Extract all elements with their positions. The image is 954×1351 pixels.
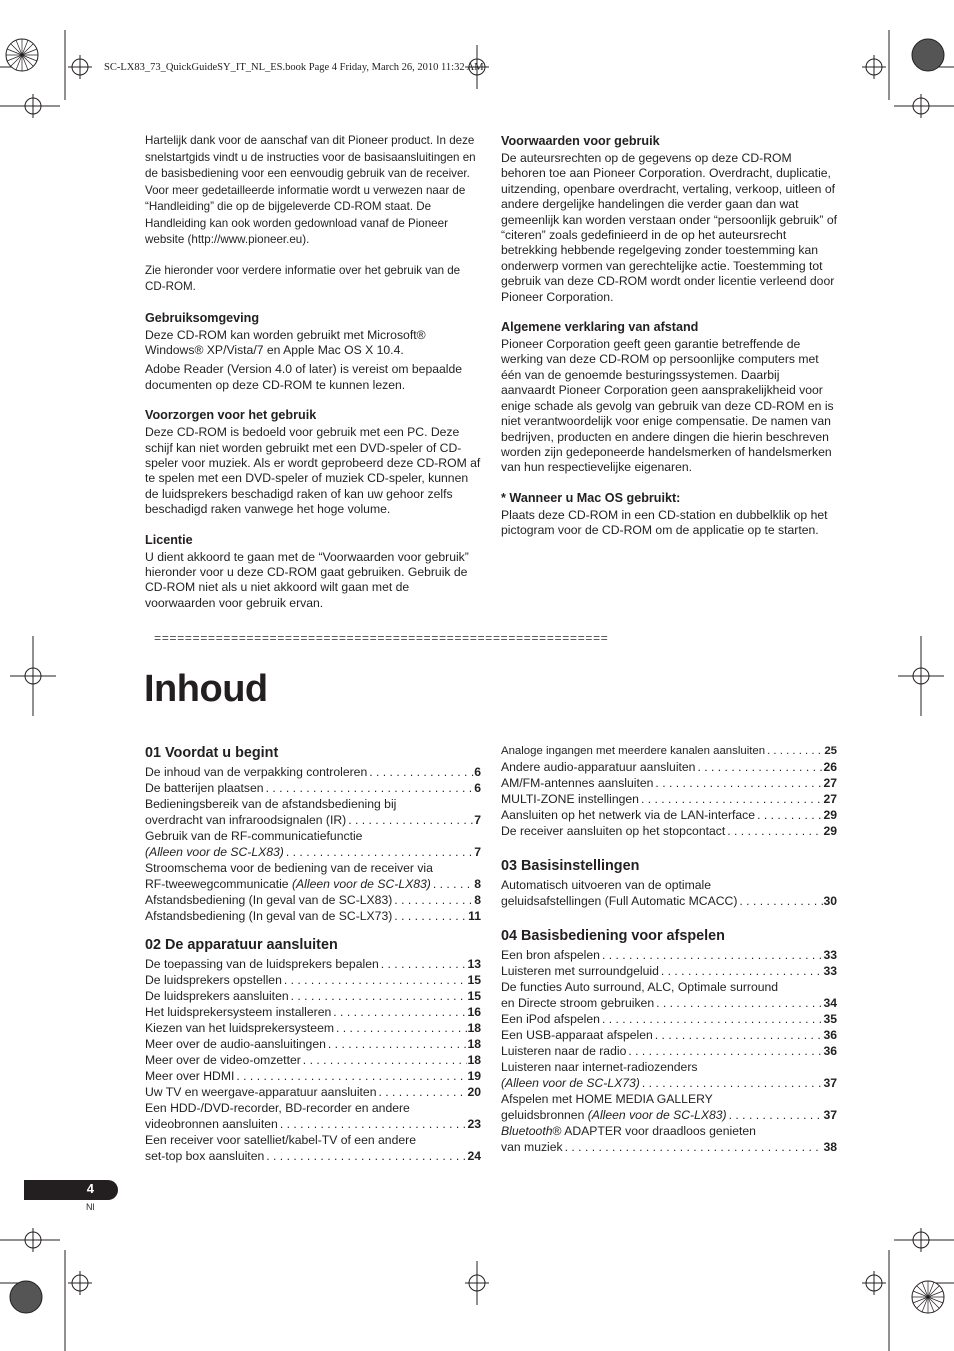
- toc-entry[interactable]: Een iPod afspelen . . . 35: [501, 1011, 837, 1027]
- language-code: Nl: [86, 1202, 95, 1212]
- section-heading: Voorwaarden voor gebruik: [501, 134, 660, 148]
- toc-right-column: [501, 743, 837, 1155]
- toc-page-number: 16: [467, 1005, 481, 1019]
- toc-page-number: 36: [823, 1028, 837, 1042]
- toc-page-number: 23: [467, 1117, 481, 1131]
- toc-entry[interactable]: overdracht van infraroodsignalen (IR) . . . 7: [145, 812, 481, 828]
- toc-entry[interactable]: De luidsprekers aansluiten . . . 15: [145, 988, 481, 1004]
- toc-page-number: 6: [474, 781, 481, 795]
- toc-left-column: [145, 744, 481, 1164]
- toc-page-number: 19: [467, 1069, 481, 1083]
- toc-entry[interactable]: De toepassing van de luidsprekers bepalen . . . 13: [145, 956, 481, 972]
- toc-page-number: 29: [823, 808, 837, 822]
- section-heading: * Wanneer u Mac OS gebruikt:: [501, 490, 681, 505]
- toc-entry[interactable]: Meer over de video-omzetter . . . 18: [145, 1052, 481, 1068]
- toc-page-number: 15: [467, 989, 481, 1003]
- toc-page-number: 33: [823, 964, 837, 978]
- toc-entry[interactable]: Analoge ingangen met meerdere kanalen aansluiten . . . 25: [501, 743, 837, 759]
- toc-entry-line[interactable]: Afspelen met HOME MEDIA GALLERY: [501, 1092, 713, 1106]
- toc-entry[interactable]: videobronnen aansluiten . . . 23: [145, 1116, 481, 1132]
- toc-page-number: 6: [474, 765, 481, 779]
- section-paragraph: Deze CD-ROM kan worden gebruikt met Microsoft® Windows® XP/Vista/7 en Apple Mac OS X 10.4.: [145, 327, 426, 357]
- section-heading: Algemene verklaring van afstand: [501, 320, 699, 335]
- toc-entry-line[interactable]: Stroomschema voor de bediening van de receiver via: [145, 861, 433, 875]
- toc-page-number: 38: [823, 1140, 837, 1154]
- toc-page-number: 29: [823, 824, 837, 838]
- toc-page-number: 18: [467, 1037, 481, 1051]
- toc-page-number: 8: [474, 893, 481, 907]
- toc-page-number: 36: [823, 1044, 837, 1058]
- toc-entry[interactable]: Meer over de audio-aansluitingen . . . 18: [145, 1036, 481, 1052]
- toc-entry[interactable]: De luidsprekers opstellen . . . 15: [145, 972, 481, 988]
- section-paragraph: U dient akkoord te gaan met de “Voorwaarden voor gebruik” hieronder voor u deze CD-ROM gaat gebruiken. Gebruik de CD-ROM niet als u niet akkoord wilt gaan met de voorwaarden voor gebruik ervan.: [145, 549, 469, 610]
- toc-page-number: 11: [468, 909, 481, 923]
- toc-page-number: 13: [467, 957, 481, 971]
- toc-entry[interactable]: (Alleen voor de SC-LX73) . . . 37: [501, 1075, 837, 1091]
- toc-entry[interactable]: van muziek . . . 38: [501, 1139, 837, 1155]
- toc-entry[interactable]: Een USB-apparaat afspelen . . . 36: [501, 1027, 837, 1043]
- toc-entry[interactable]: Afstandsbediening (In geval van de SC-LX83) . . . 8: [145, 892, 481, 908]
- toc-page-number: 7: [474, 845, 481, 859]
- toc-entry[interactable]: De batterijen plaatsen . . . 6: [145, 780, 481, 796]
- toc-page-number: 37: [823, 1108, 837, 1122]
- toc-page-number: 20: [467, 1085, 481, 1099]
- page-number: 4: [86, 1181, 94, 1196]
- toc-chapter-heading[interactable]: 01 Voordat u begint: [145, 745, 279, 761]
- toc-entry-line[interactable]: Een receiver voor satelliet/kabel-TV of een andere: [145, 1133, 416, 1147]
- toc-page-number: 25: [824, 745, 837, 757]
- toc-entry[interactable]: Afstandsbediening (In geval van de SC-LX73) . . . 11: [145, 908, 481, 924]
- toc-entry[interactable]: AM/FM-antennes aansluiten . . . 27: [501, 775, 837, 791]
- toc-chapter-heading[interactable]: 04 Basisbediening voor afspelen: [501, 928, 725, 944]
- toc-page-number: 34: [823, 996, 837, 1010]
- toc-entry[interactable]: Luisteren met surroundgeluid . . . 33: [501, 963, 837, 979]
- toc-page-number: 8: [474, 877, 481, 891]
- toc-page-number: 18: [467, 1021, 481, 1035]
- toc-page-number: 27: [823, 776, 837, 790]
- toc-page-number: 18: [467, 1053, 481, 1067]
- toc-entry-line[interactable]: Luisteren naar internet-radiozenders: [501, 1060, 698, 1074]
- toc-entry[interactable]: Een bron afspelen . . . 33: [501, 947, 837, 963]
- toc-page-number: 33: [823, 948, 837, 962]
- toc-entry[interactable]: De inhoud van de verpakking controleren . . . 6: [145, 764, 481, 780]
- toc-entry[interactable]: Andere audio-apparatuur aansluiten . . . 26: [501, 759, 837, 775]
- section-paragraph: Deze CD-ROM is bedoeld voor gebruik met een PC. Deze schijf kan niet worden gebruikt met een DVD-speler of CD-speler voor muziek. Als er wordt geprobeerd deze CD-ROM af te spelen met een DVD-speler of muziek CD-speler, kunnen de luidsprekers beschadigd raken of kan uw gehoor zelfs beschadigd raken vanwege het hoge volume.: [145, 425, 481, 517]
- toc-entry[interactable]: (Alleen voor de SC-LX83) . . . 7: [145, 844, 481, 860]
- toc-entry[interactable]: Het luidsprekersysteem installeren . . . 16: [145, 1004, 481, 1020]
- toc-entry[interactable]: Aansluiten op het netwerk via de LAN-interface . . . 29: [501, 807, 837, 823]
- separator-line: ===========================================================: [154, 632, 609, 646]
- toc-entry-line[interactable]: Een HDD-/DVD-recorder, BD-recorder en andere: [145, 1101, 410, 1115]
- toc-page-number: 27: [823, 792, 837, 806]
- toc-entry[interactable]: Uw TV en weergave-apparatuur aansluiten . . . 20: [145, 1084, 481, 1100]
- toc-entry[interactable]: Meer over HDMI . . . 19: [145, 1068, 481, 1084]
- toc-page-number: 30: [823, 894, 837, 908]
- left-column: [145, 133, 481, 615]
- toc-entry[interactable]: MULTI-ZONE instellingen . . . 27: [501, 791, 837, 807]
- toc-entry[interactable]: De receiver aansluiten op het stopcontact . . . 29: [501, 823, 837, 839]
- toc-page-number: 35: [823, 1012, 837, 1026]
- toc-entry-line[interactable]: Bedieningsbereik van de afstandsbediening bij: [145, 797, 397, 811]
- section-paragraph: Adobe Reader (Version 4.0 of later) is vereist om bepaalde documenten op deze CD-ROM te kunnen lezen.: [145, 362, 463, 392]
- page-number-tab: [24, 1180, 118, 1200]
- print-file-header: SC-LX83_73_QuickGuideSY_IT_NL_ES.book Page 4 Friday, March 26, 2010 11:32 AM: [104, 62, 484, 73]
- toc-entry[interactable]: geluidsafstellingen (Full Automatic MCACC) . . . 30: [501, 893, 837, 909]
- toc-entry[interactable]: RF-tweewegcommunicatie (Alleen voor de SC-LX83) . . . 8: [145, 876, 481, 892]
- toc-entry[interactable]: en Directe stroom gebruiken . . . 34: [501, 995, 837, 1011]
- section-paragraph: De auteursrechten op de gegevens op deze CD-ROM behoren toe aan Pioneer Corporation. Overdracht, duplicatie, uitzending, openbare overdracht, vertaling, verkoop, uitleen of andere dergelijke handelingen die verder gaan dan wat gemeenlijk kan worden verstaan onder “persoonlijk gebruik” of “citeren” zoals gedefinieerd in de op het auteursrecht betrekking hebbende regelgeving zonder toestemming kan onderwerp vormen van gerechtelijke actie. Toestemming tot gebruik van deze CD-ROM wordt onder licentie verleend door Pioneer Corporation.: [501, 151, 838, 304]
- toc-page-number: 26: [823, 760, 837, 774]
- toc-page-number: 15: [467, 973, 481, 987]
- page-title: Inhoud: [144, 668, 268, 710]
- section-heading: Licentie: [145, 532, 193, 547]
- toc-page-number: 24: [467, 1149, 481, 1163]
- toc-entry[interactable]: Luisteren naar de radio . . . 36: [501, 1043, 837, 1059]
- toc-entry-line[interactable]: De functies Auto surround, ALC, Optimale surround: [501, 980, 779, 994]
- toc-entry-line[interactable]: Automatisch uitvoeren van de optimale: [501, 878, 712, 892]
- section-heading: Voorzorgen voor het gebruik: [145, 408, 317, 423]
- toc-entry-line[interactable]: Bluetooth® ADAPTER voor draadloos genieten: [501, 1124, 756, 1138]
- toc-chapter-heading[interactable]: 03 Basisinstellingen: [501, 858, 640, 874]
- toc-entry[interactable]: geluidsbronnen (Alleen voor de SC-LX83) . . . 37: [501, 1107, 837, 1123]
- toc-entry[interactable]: set-top box aansluiten . . . 24: [145, 1148, 481, 1164]
- right-column: [501, 133, 837, 543]
- intro-paragraph-2: Zie hieronder voor verdere informatie over het gebruik van de CD-ROM.: [145, 263, 461, 293]
- toc-page-number: 7: [474, 813, 481, 827]
- toc-chapter-heading[interactable]: 02 De apparatuur aansluiten: [145, 937, 338, 953]
- section-paragraph: Pioneer Corporation geeft geen garantie betreffende de werking van deze CD-ROM op persoonlijke computers met één van de genoemde besturingssystemen. Daarbij aanvaardt Pioneer Corporation geen aansprakelijkheid voor enige schade als gevolg van gebruik van deze CD-ROM en is niet verantwoordelijk voor enige compensatie. De namen van bedrijven, producten en andere dingen die hierin beschreven worden zijn gedeponeerde handelsmerken of handelsmerken van hun respectievelijke eigenaren.: [501, 337, 834, 475]
- toc-page-number: 37: [823, 1076, 837, 1090]
- toc-entry-line[interactable]: Gebruik van de RF-communicatiefunctie: [145, 829, 363, 843]
- intro-paragraph: Hartelijk dank voor de aanschaf van dit Pioneer product. In deze snelstartgids vindt u de instructies voor de basisaansluitingen en de basisbediening voor een eenvoudig gebruik van de receiver. Voor meer gedetailleerde informatie wordt u verwezen naar de “Handleiding” die op de bijgeleverde CD-ROM staat. De Handleiding kan ook worden gedownload vanaf de Pioneer website (http://www.pioneer.eu).: [145, 134, 476, 246]
- toc-entry[interactable]: Kiezen van het luidsprekersysteem . . . 18: [145, 1020, 481, 1036]
- section-paragraph: Plaats deze CD-ROM in een CD-station en dubbelklik op het pictogram voor de CD-ROM om de applicatie op te starten.: [501, 507, 828, 538]
- section-heading: Gebruiksomgeving: [145, 310, 260, 325]
